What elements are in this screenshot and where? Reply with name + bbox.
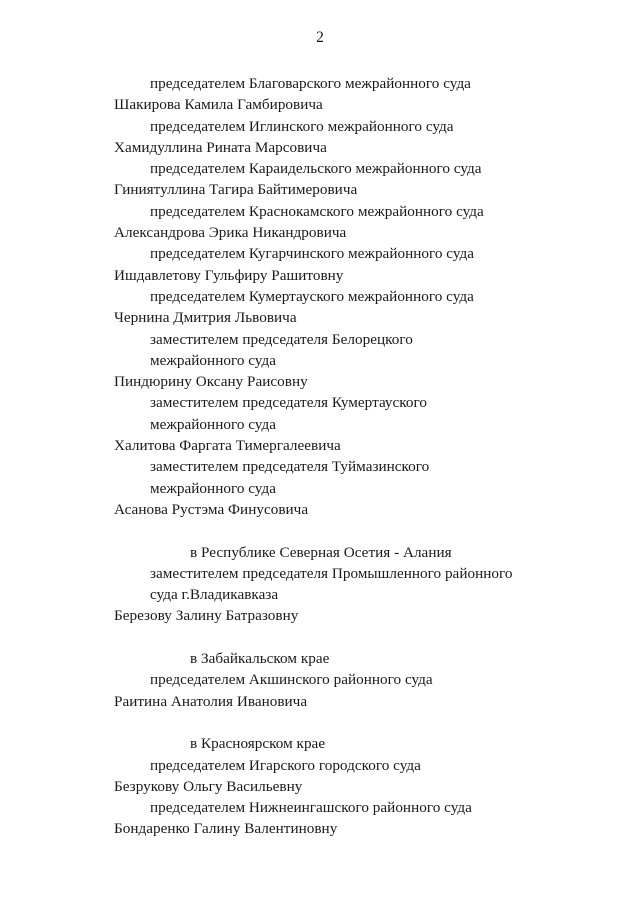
blank-line	[114, 712, 574, 733]
page-number: 2	[316, 29, 324, 46]
position-line: председателем Кугарчинского межрайонного суда	[150, 245, 475, 263]
person-name-line: Чернина Дмитрия Львовича	[114, 309, 297, 327]
position-line: председателем Нижнеингашского районного суда	[150, 799, 472, 817]
person-name-line: Раитина Анатолия Ивановича	[114, 692, 308, 710]
region-heading: в Республике Северная Осетия - Алания	[190, 543, 452, 561]
position-continuation-line: межрайонного суда	[150, 415, 276, 433]
person-name-line: Ишдавлетову Гульфиру Рашитовну	[114, 266, 344, 284]
position-continuation-line: межрайонного суда	[150, 479, 276, 497]
person-name-line: Хамидуллина Рината Марсовича	[114, 138, 327, 156]
person-name-line: Бондаренко Галину Валентиновну	[114, 820, 338, 838]
position-line: председателем Акшинского районного суда	[150, 671, 433, 689]
position-line: заместителем председателя Кумертауского	[150, 394, 428, 412]
position-line: председателем Краснокамского межрайонного суда	[150, 202, 484, 220]
person-name-line: Березову Залину Батразовну	[114, 607, 299, 625]
position-line: председателем Кумертауского межрайонного суда	[150, 287, 474, 305]
position-line: председателем Благоварского межрайонного суда	[150, 75, 471, 92]
position-continuation-line: суда г.Владикавказа	[150, 586, 279, 604]
blank-line	[114, 520, 574, 541]
person-name-line: Гиниятуллина Тагира Байтимеровича	[114, 181, 358, 199]
person-name-line: Шакирова Камила Гамбировича	[114, 96, 323, 114]
person-name-line: Асанова Рустэма Финусовича	[114, 500, 309, 518]
position-line: председателем Иглинского межрайонного суда	[150, 117, 454, 135]
document-body	[114, 73, 574, 840]
blank-line	[114, 627, 574, 648]
position-continuation-line: межрайонного суда	[150, 351, 276, 369]
region-heading: в Красноярском крае	[190, 735, 326, 753]
person-name-line: Безрукову Ольгу Васильевну	[114, 777, 303, 795]
position-line: председателем Игарского городского суда	[150, 756, 421, 774]
person-name-line: Пиндюрину Оксану Раисовну	[114, 373, 308, 391]
position-line: заместителем председателя Промышленного районного	[150, 564, 513, 582]
position-line: председателем Караидельского межрайонного суда	[150, 160, 482, 178]
position-line: заместителем председателя Белорецкого	[150, 330, 413, 348]
position-line: заместителем председателя Туймазинского	[150, 458, 430, 476]
person-name-line: Халитова Фаргата Тимергалеевича	[114, 437, 341, 455]
person-name-line: Александрова Эрика Никандровича	[114, 224, 347, 242]
region-heading: в Забайкальском крае	[190, 650, 330, 668]
